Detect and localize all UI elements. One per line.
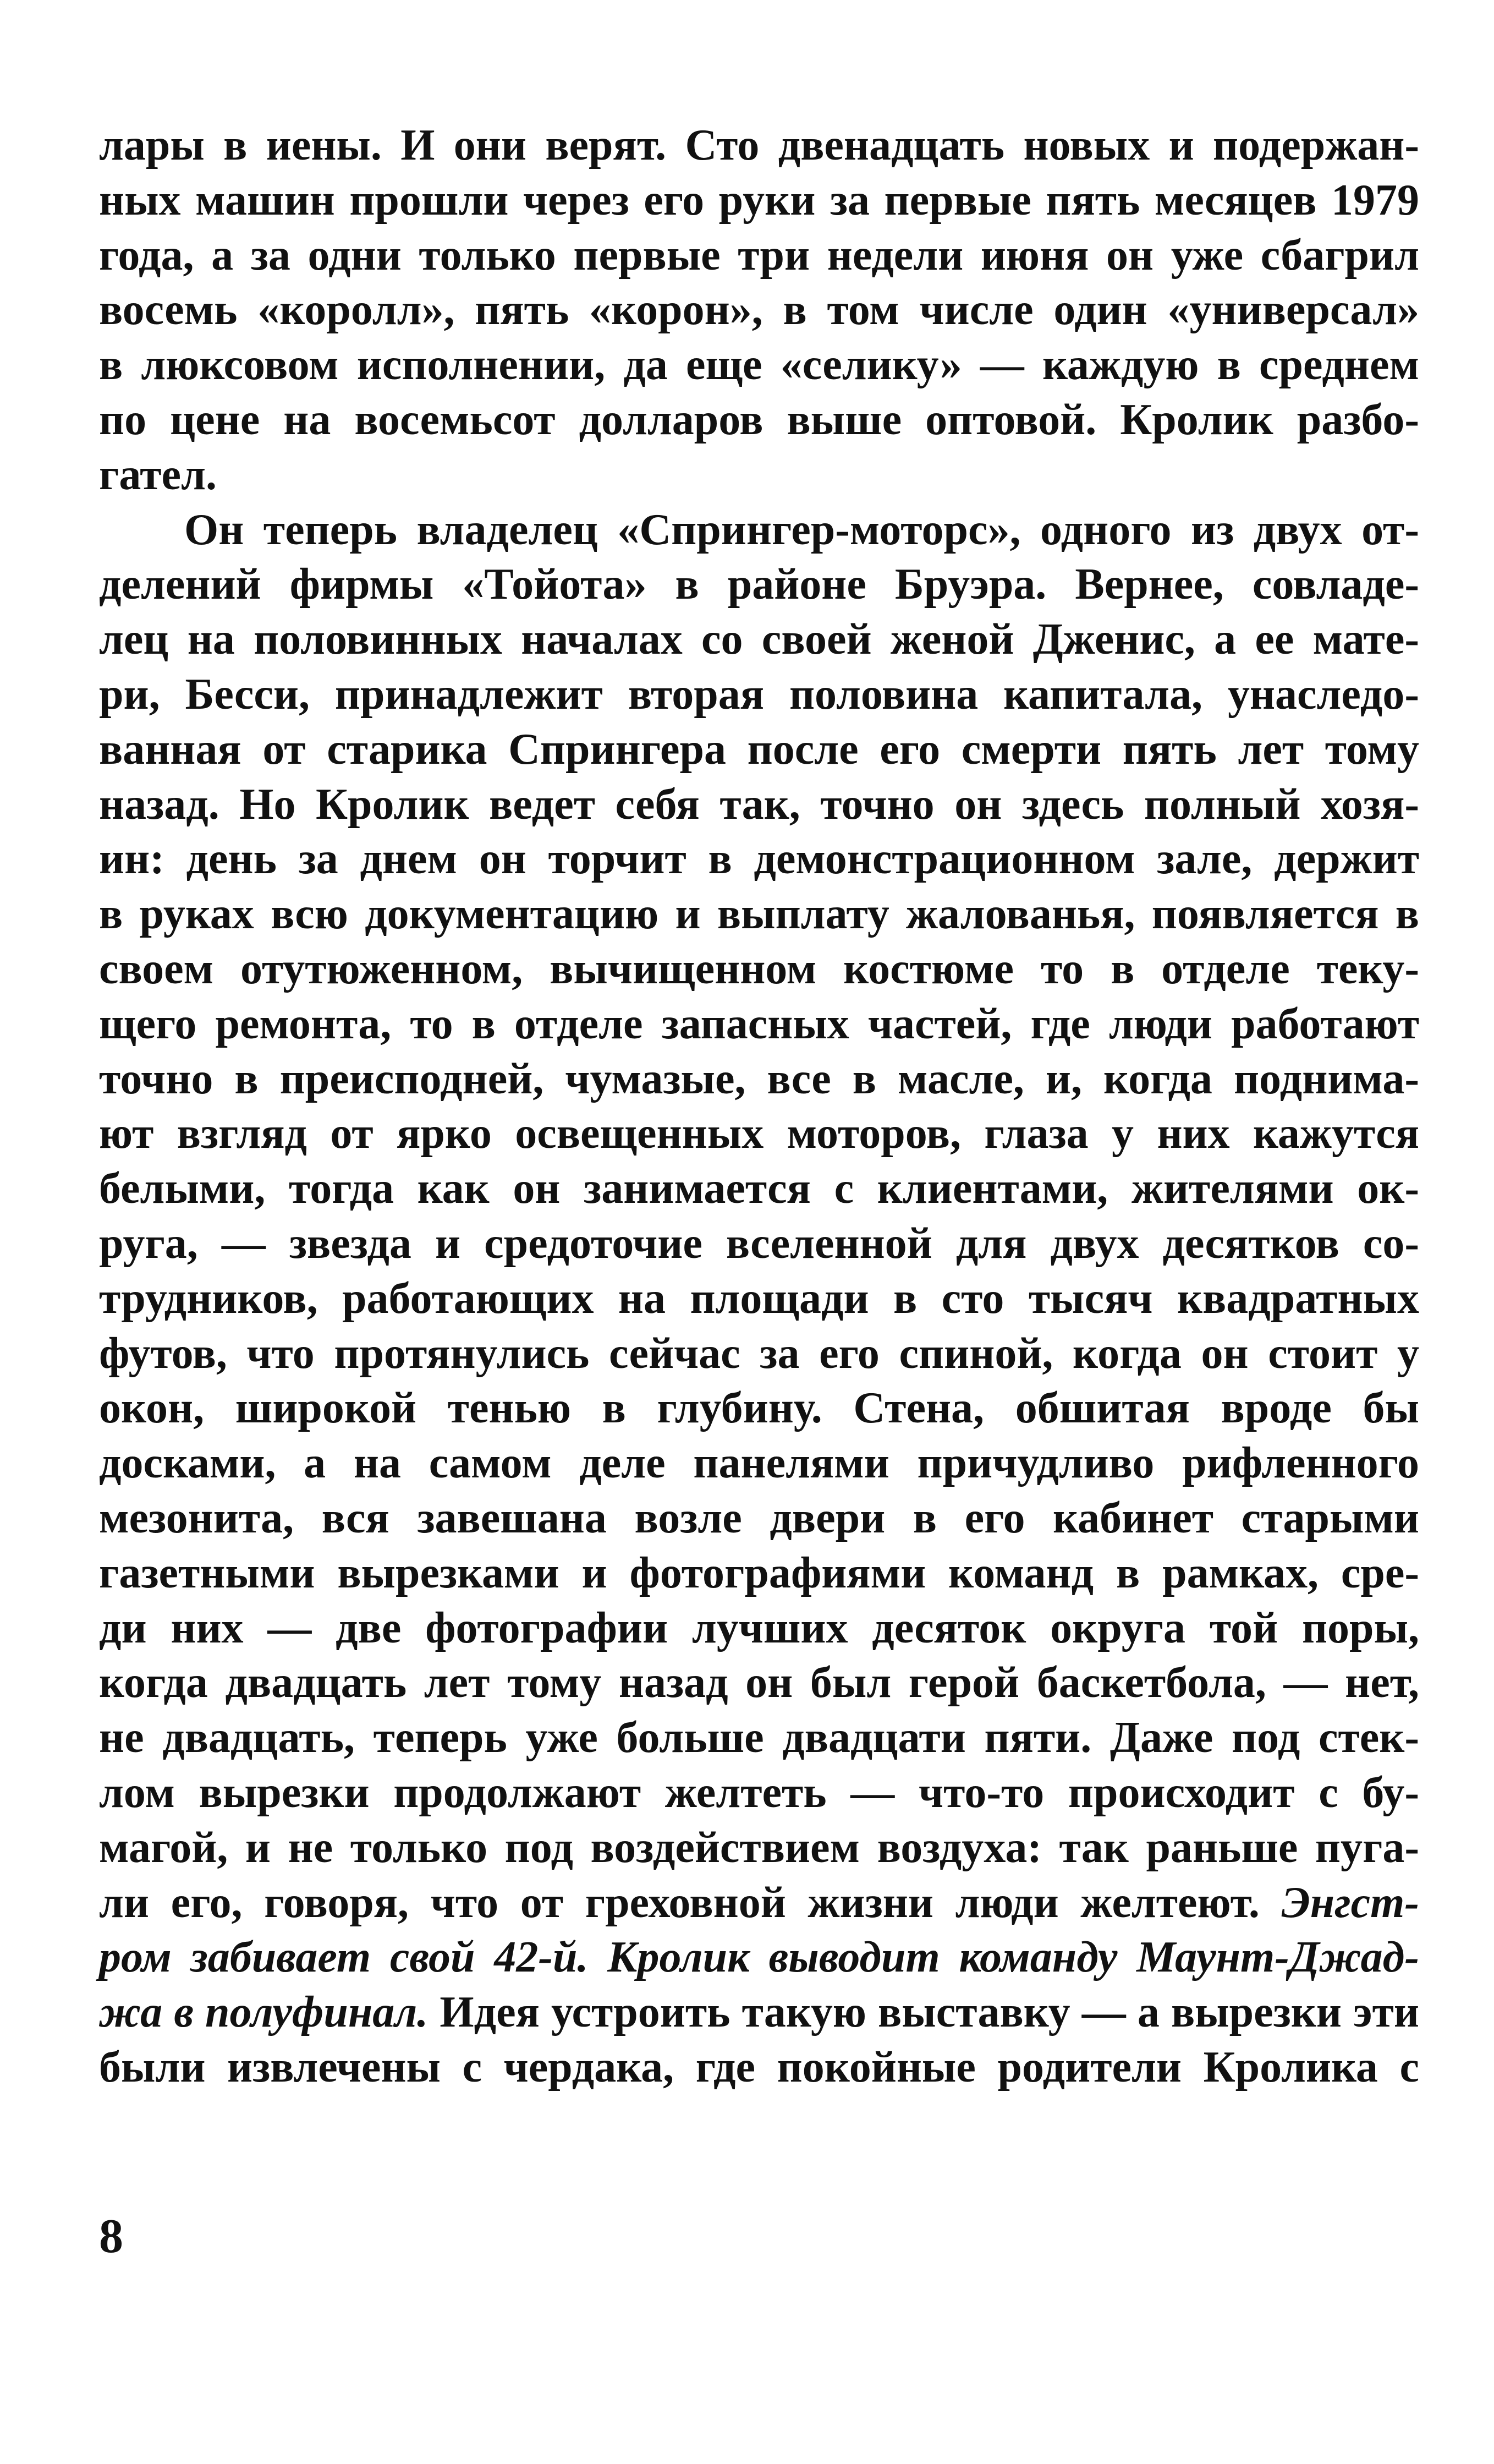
text-line: в руках всю документацию и выплату жалованья, появляется в <box>99 890 1419 939</box>
text-line: по цене на восемьсот долларов выше оптовой. Кролик разбо- <box>99 395 1419 444</box>
text-line: белыми, тогда как он занимается с клиентами, жителями ок- <box>99 1164 1419 1213</box>
text-line: своем отутюженном, вычищенном костюме то в отделе теку- <box>99 944 1419 993</box>
text-line: гател. <box>99 450 217 499</box>
text-line: восемь «королл», пять «корон», в том числе один «универсал» <box>99 286 1419 335</box>
italic-segment: Энгст- <box>1281 1878 1420 1927</box>
body-text <box>99 118 1419 2095</box>
text-line: ют взгляд от ярко освещенных моторов, глаза у них кажутся <box>99 1109 1419 1158</box>
text-line: газетными вырезками и фотографиями команд в рамках, сре- <box>99 1548 1419 1597</box>
text-segment: ли его, говоря, что от греховной жизни люди желтеют. <box>99 1878 1260 1927</box>
text-line: ин: день за днем он торчит в демонстрационном зале, держит <box>99 835 1419 884</box>
text-line: ри, Бесси, принадлежит вторая половина капитала, унаследо- <box>99 670 1419 719</box>
text-line: лец на половинных началах со своей женой Дженис, а ее мате- <box>99 615 1419 664</box>
text-line: в люксовом исполнении, да еще «селику» — каждую в среднем <box>99 341 1419 390</box>
text-line: магой, и не только под воздействием воздуха: так раньше пуга- <box>99 1823 1419 1872</box>
text-line: года, а за одни только первые три недели июня он уже сбагрил <box>99 231 1419 280</box>
text-line-mixed <box>99 1985 1419 2040</box>
text-line: окон, широкой тенью в глубину. Стена, обшитая вроде бы <box>99 1384 1419 1433</box>
text-line: Он теперь владелец «Спрингер-моторс», одного из двух от- <box>184 505 1419 554</box>
text-line: лом вырезки продолжают желтеть — что-то происходит с бу- <box>99 1768 1419 1817</box>
text-line: ных машин прошли через его руки за первые пять месяцев 1979 <box>99 176 1419 225</box>
text-line: назад. Но Кролик ведет себя так, точно он здесь полный хозя- <box>99 780 1419 829</box>
italic-segment: жа в полуфинал. <box>99 1988 429 2037</box>
text-line: лары в иены. И они верят. Сто двенадцать новых и подержан- <box>99 121 1419 169</box>
text-line: ванная от старика Спрингера после его смерти пять лет тому <box>99 725 1419 774</box>
text-line: руга, — звезда и средоточие вселенной для двух десятков со- <box>99 1219 1419 1268</box>
page-number: 8 <box>99 2210 123 2263</box>
text-line: делений фирмы «Тойота» в районе Бруэра. Вернее, совладе- <box>99 560 1419 609</box>
text-segment: Идея устроить такую выставку — а вырезки эти <box>428 1988 1420 2037</box>
text-line: точно в преисподней, чумазые, все в масле, и, когда поднима- <box>99 1054 1419 1103</box>
text-line: когда двадцать лет тому назад он был герой баскетбола, — нет, <box>99 1658 1419 1707</box>
text-line-mixed <box>99 1876 1419 1931</box>
text-line: не двадцать, теперь уже больше двадцати пяти. Даже под стек- <box>99 1713 1419 1762</box>
text-line: футов, что протянулись сейчас за его спиной, когда он стоит у <box>99 1329 1419 1378</box>
text-line: были извлечены с чердака, где покойные родители Кролика с <box>99 2043 1419 2091</box>
italic-line: ром забивает свой 42-й. Кролик выводит команду Маунт-Джад- <box>99 1933 1419 1982</box>
text-line: мезонита, вся завешана возле двери в его кабинет старыми <box>99 1493 1419 1542</box>
text-line: досками, а на самом деле панелями причудливо рифленного <box>99 1439 1419 1488</box>
text-line: ди них — две фотографии лучших десяток округа той поры, <box>99 1603 1419 1652</box>
text-line: трудников, работающих на площади в сто тысяч квадратных <box>99 1274 1419 1323</box>
text-line: щего ремонта, то в отделе запасных частей, где люди работают <box>99 999 1419 1048</box>
